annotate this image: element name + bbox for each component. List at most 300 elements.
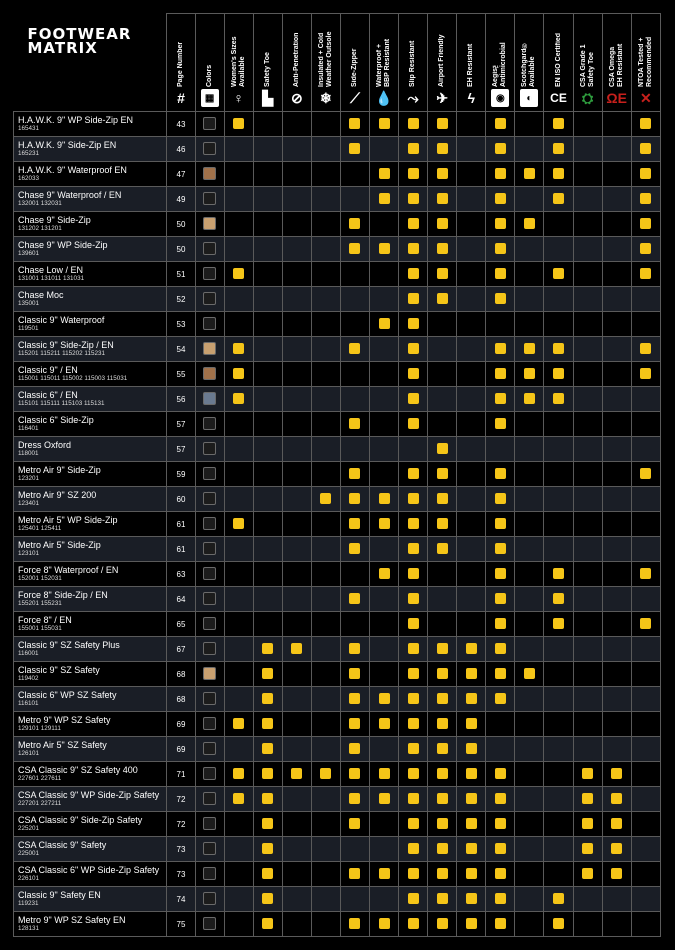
snowflake-icon: ❄: [320, 89, 332, 106]
color-swatch: [203, 217, 216, 230]
product-name: Chase Moc: [18, 290, 64, 300]
feature-cell: [515, 662, 544, 687]
color-swatch: [203, 117, 216, 130]
feature-cell: [486, 687, 515, 712]
product-cell: [14, 787, 167, 812]
feature-cell: [573, 862, 602, 887]
color-swatch: [203, 567, 216, 580]
feature-cell: [457, 187, 486, 212]
feature-cell: [602, 287, 631, 312]
product-codes: 225001: [18, 850, 40, 857]
product-name: Force 8" Side-Zip / EN: [18, 590, 108, 600]
color-swatch: [203, 767, 216, 780]
table-row: [14, 437, 661, 462]
feature-check-mark: [408, 818, 419, 829]
feature-cell: [399, 162, 428, 187]
product-cell: [14, 212, 167, 237]
feature-cell: [282, 312, 311, 337]
product-cell: [14, 512, 167, 537]
feature-cell: [602, 912, 631, 937]
product-codes: 135001: [18, 300, 40, 307]
feature-cell: [486, 362, 515, 387]
feature-cell: [544, 112, 573, 137]
feature-check-mark: [495, 418, 506, 429]
column-header-label: Airport Friendly: [438, 34, 446, 87]
column-header-content: [574, 14, 602, 111]
feature-check-mark: [262, 843, 273, 854]
color-swatch: [203, 517, 216, 530]
product-name: Metro Air 9" Side-Zip: [18, 465, 101, 475]
column-header-content: [632, 14, 660, 111]
feature-cell: [428, 787, 457, 812]
product-name: Metro Air 5" Side-Zip: [18, 540, 101, 550]
feature-check-mark: [437, 918, 448, 929]
feature-check-mark: [437, 443, 448, 454]
feature-cell: [370, 662, 399, 687]
feature-cell: [457, 912, 486, 937]
feature-cell: [544, 262, 573, 287]
table-row: [14, 462, 661, 487]
colors-cell: [195, 262, 224, 287]
product-codes: 155001 155031: [18, 625, 62, 632]
column-header-label: Anti-Penetration: [292, 32, 300, 87]
feature-cell: [224, 162, 253, 187]
product-name: Chase 9" Side-Zip: [18, 215, 91, 225]
feature-cell: [428, 462, 457, 487]
page-number: 67: [167, 637, 195, 662]
table-row: [14, 562, 661, 587]
feature-check-mark: [495, 493, 506, 504]
column-header-label: EN ISO Certified: [554, 32, 562, 87]
feature-check-mark: [495, 368, 506, 379]
feature-check-mark: [495, 218, 506, 229]
feature-cell: [253, 912, 282, 937]
feature-cell: [282, 662, 311, 687]
feature-check-mark: [379, 493, 390, 504]
feature-check-mark: [640, 268, 651, 279]
feature-check-mark: [495, 768, 506, 779]
feature-check-mark: [466, 843, 477, 854]
feature-cell: [282, 287, 311, 312]
table-row: [14, 762, 661, 787]
water-drop-icon: 💧: [375, 89, 393, 106]
feature-check-mark: [437, 743, 448, 754]
feature-check-mark: [466, 643, 477, 654]
feature-cell: [311, 387, 340, 412]
feature-cell: [311, 362, 340, 387]
feature-cell: [311, 137, 340, 162]
feature-cell: [631, 262, 660, 287]
feature-cell: [282, 212, 311, 237]
feature-cell: [340, 762, 369, 787]
feature-check-mark: [437, 143, 448, 154]
product-cell: [14, 537, 167, 562]
product-name: Metro 9" WP SZ Safety: [18, 715, 111, 725]
feature-cell: [370, 412, 399, 437]
feature-check-mark: [379, 693, 390, 704]
feature-check-mark: [640, 368, 651, 379]
feature-cell: [340, 137, 369, 162]
feature-check-mark: [349, 518, 360, 529]
feature-cell: [602, 587, 631, 612]
feature-cell: [515, 762, 544, 787]
feature-check-mark: [466, 743, 477, 754]
feature-cell: [399, 212, 428, 237]
feature-cell: [370, 312, 399, 337]
product-name: Force 8" Waterproof / EN: [18, 565, 119, 575]
feature-check-mark: [233, 393, 244, 404]
feature-cell: [457, 862, 486, 887]
feature-cell: [224, 562, 253, 587]
product-cell: [14, 762, 167, 787]
feature-cell: [544, 212, 573, 237]
color-swatch: [203, 692, 216, 705]
feature-cell: [631, 462, 660, 487]
product-codes: 132001 132031: [18, 200, 62, 207]
color-swatch: [203, 892, 216, 905]
page-number: 59: [167, 462, 195, 487]
table-row: [14, 512, 661, 537]
feature-check-mark: [553, 343, 564, 354]
slip-icon: ⤳: [407, 89, 419, 106]
feature-check-mark: [437, 243, 448, 254]
feature-check-mark: [408, 193, 419, 204]
feature-cell: [573, 712, 602, 737]
column-header-content: [312, 14, 340, 111]
feature-cell: [370, 437, 399, 462]
product-codes: 227201 227211: [18, 800, 62, 807]
feature-cell: [370, 762, 399, 787]
feature-cell: [602, 412, 631, 437]
feature-cell: [370, 362, 399, 387]
page-number: 49: [167, 187, 195, 212]
feature-cell: [544, 162, 573, 187]
feature-cell: [282, 412, 311, 437]
feature-cell: [428, 912, 457, 937]
feature-cell: [282, 337, 311, 362]
feature-cell: [399, 737, 428, 762]
feature-cell: [399, 637, 428, 662]
feature-cell: [311, 862, 340, 887]
product-cell: [14, 362, 167, 387]
product-cell: [14, 387, 167, 412]
feature-cell: [428, 237, 457, 262]
color-swatch: [203, 817, 216, 830]
feature-check-mark: [379, 318, 390, 329]
table-row: [14, 112, 661, 137]
feature-cell: [340, 662, 369, 687]
feature-cell: [340, 362, 369, 387]
feature-cell: [370, 562, 399, 587]
feature-cell: [253, 412, 282, 437]
feature-cell: [631, 712, 660, 737]
feature-cell: [399, 762, 428, 787]
feature-cell: [399, 812, 428, 837]
page-number: 69: [167, 737, 195, 762]
product-codes: 119231: [18, 900, 39, 907]
feature-cell: [311, 312, 340, 337]
feature-check-mark: [495, 643, 506, 654]
feature-cell: [486, 387, 515, 412]
feature-check-mark: [466, 693, 477, 704]
feature-cell: [457, 737, 486, 762]
colors-cell: [195, 562, 224, 587]
product-cell: [14, 437, 167, 462]
feature-cell: [573, 212, 602, 237]
feature-cell: [224, 787, 253, 812]
feature-cell: [282, 837, 311, 862]
feature-cell: [253, 237, 282, 262]
column-header-content: [428, 14, 456, 111]
feature-cell: [311, 337, 340, 362]
feature-cell: [311, 587, 340, 612]
feature-check-mark: [495, 518, 506, 529]
feature-cell: [544, 537, 573, 562]
color-swatch: [203, 417, 216, 430]
column-header-content: [457, 14, 485, 111]
feature-cell: [224, 912, 253, 937]
feature-cell: [631, 387, 660, 412]
column-header-label: Aegis™ Antimicrobial: [492, 42, 508, 87]
feature-cell: [515, 712, 544, 737]
feature-check-mark: [408, 318, 419, 329]
feature-cell: [544, 637, 573, 662]
table-row: [14, 487, 661, 512]
feature-cell: [428, 112, 457, 137]
color-swatch-icon-glyph: ▦: [201, 89, 219, 107]
feature-cell: [428, 287, 457, 312]
feature-cell: [311, 162, 340, 187]
feature-cell: [573, 162, 602, 187]
feature-cell: [282, 862, 311, 887]
feature-check-mark: [495, 143, 506, 154]
feature-cell: [457, 812, 486, 837]
feature-check-mark: [611, 843, 622, 854]
column-header-label: Waterproof + BBP Resistant: [376, 38, 392, 87]
feature-cell: [282, 562, 311, 587]
feature-cell: [370, 862, 399, 887]
table-row: [14, 337, 661, 362]
column-header: [631, 14, 660, 112]
feature-cell: [370, 837, 399, 862]
feature-check-mark: [379, 168, 390, 179]
page-number: 50: [167, 237, 195, 262]
feature-cell: [370, 337, 399, 362]
product-codes: 115101 115111 115103 115131: [18, 400, 105, 407]
feature-check-mark: [495, 818, 506, 829]
feature-cell: [573, 762, 602, 787]
feature-check-mark: [408, 343, 419, 354]
feature-cell: [573, 187, 602, 212]
feature-check-mark: [262, 893, 273, 904]
column-header-label: Women's Sizes Available: [230, 36, 246, 87]
product-codes: 119501: [18, 325, 39, 332]
colors-cell: [195, 612, 224, 637]
table-row: [14, 262, 661, 287]
feature-check-mark: [262, 743, 273, 754]
page-number: 64: [167, 587, 195, 612]
feature-check-mark: [379, 918, 390, 929]
feature-cell: [253, 487, 282, 512]
feature-check-mark: [349, 868, 360, 879]
product-codes: 131202 131201: [18, 225, 62, 232]
product-name: Chase 9" WP Side-Zip: [18, 240, 108, 250]
column-header-label: Slip Resistant: [409, 40, 417, 87]
feature-check-mark: [379, 768, 390, 779]
feature-check-mark: [495, 468, 506, 479]
page-number: 54: [167, 337, 195, 362]
feature-cell: [311, 512, 340, 537]
feature-cell: [399, 262, 428, 287]
product-cell: [14, 587, 167, 612]
feature-cell: [602, 387, 631, 412]
feature-check-mark: [495, 568, 506, 579]
feature-cell: [224, 362, 253, 387]
feature-cell: [428, 437, 457, 462]
feature-cell: [631, 487, 660, 512]
feature-check-mark: [495, 693, 506, 704]
product-codes: 116101: [18, 700, 39, 707]
feature-check-mark: [582, 768, 593, 779]
feature-check-mark: [408, 143, 419, 154]
feature-cell: [457, 412, 486, 437]
table-row: [14, 387, 661, 412]
feature-cell: [428, 512, 457, 537]
feature-cell: [602, 112, 631, 137]
product-cell: [14, 487, 167, 512]
feature-cell: [486, 637, 515, 662]
feature-cell: [602, 762, 631, 787]
feature-cell: [428, 762, 457, 787]
column-header: [428, 14, 457, 112]
feature-cell: [253, 437, 282, 462]
feature-cell: [282, 437, 311, 462]
feature-cell: [631, 587, 660, 612]
page-number: 53: [167, 312, 195, 337]
feature-cell: [544, 787, 573, 812]
feature-cell: [370, 387, 399, 412]
feature-cell: [544, 512, 573, 537]
feature-check-mark: [437, 268, 448, 279]
column-header-content: [486, 14, 514, 111]
feature-cell: [253, 187, 282, 212]
feature-cell: [428, 387, 457, 412]
feature-cell: [457, 712, 486, 737]
colors-cell: [195, 112, 224, 137]
feature-cell: [515, 237, 544, 262]
product-cell: [14, 137, 167, 162]
feature-check-mark: [640, 168, 651, 179]
feature-cell: [428, 312, 457, 337]
feature-cell: [253, 712, 282, 737]
feature-check-mark: [349, 468, 360, 479]
feature-cell: [399, 662, 428, 687]
feature-check-mark: [582, 793, 593, 804]
feature-cell: [602, 487, 631, 512]
column-header-content: [544, 14, 572, 111]
feature-check-mark: [553, 168, 564, 179]
colors-cell: [195, 162, 224, 187]
feature-cell: [486, 262, 515, 287]
feature-cell: [311, 887, 340, 912]
colors-cell: [195, 912, 224, 937]
scotchgard-icon-glyph: ◐: [520, 89, 538, 107]
feature-cell: [370, 512, 399, 537]
feature-cell: [631, 762, 660, 787]
feature-cell: [602, 462, 631, 487]
feature-cell: [515, 562, 544, 587]
feature-cell: [457, 137, 486, 162]
feature-cell: [311, 262, 340, 287]
product-name: CSA Classic 9" SZ Safety 400: [18, 765, 138, 775]
feature-cell: [340, 112, 369, 137]
feature-cell: [282, 237, 311, 262]
feature-check-mark: [466, 918, 477, 929]
feature-check-mark: [349, 818, 360, 829]
feature-cell: [340, 887, 369, 912]
feature-cell: [602, 862, 631, 887]
feature-cell: [399, 787, 428, 812]
feature-cell: [370, 137, 399, 162]
product-codes: 129101 129111: [18, 725, 61, 732]
color-swatch: [203, 342, 216, 355]
product-codes: 116001: [18, 650, 39, 657]
feature-cell: [224, 187, 253, 212]
feature-cell: [631, 187, 660, 212]
feature-check-mark: [408, 843, 419, 854]
feature-cell: [515, 812, 544, 837]
feature-cell: [340, 212, 369, 237]
product-codes: 162033: [18, 175, 40, 182]
footwear-matrix-table: [13, 13, 661, 937]
feature-cell: [340, 912, 369, 937]
feature-check-mark: [611, 868, 622, 879]
feature-check-mark: [349, 493, 360, 504]
product-name: H.A.W.K. 9" WP Side-Zip EN: [18, 115, 134, 125]
colors-cell: [195, 737, 224, 762]
product-name: Classic 9" / EN: [18, 365, 78, 375]
feature-cell: [515, 437, 544, 462]
feature-cell: [544, 562, 573, 587]
feature-cell: [486, 462, 515, 487]
page-number: 74: [167, 887, 195, 912]
page-number: 61: [167, 537, 195, 562]
feature-cell: [602, 887, 631, 912]
product-codes: 165431: [18, 125, 40, 132]
feature-cell: [399, 312, 428, 337]
product-cell: [14, 112, 167, 137]
feature-cell: [370, 187, 399, 212]
feature-cell: [340, 437, 369, 462]
page-number: 71: [167, 762, 195, 787]
colors-cell: [195, 487, 224, 512]
product-name: Classic 9" SZ Safety Plus: [18, 640, 120, 650]
feature-cell: [311, 437, 340, 462]
feature-check-mark: [611, 793, 622, 804]
scotchgard-icon: [517, 87, 541, 109]
feature-cell: [340, 587, 369, 612]
page-number: 65: [167, 612, 195, 637]
feature-cell: [631, 162, 660, 187]
feature-check-mark: [495, 168, 506, 179]
feature-cell: [631, 637, 660, 662]
column-header-content: [399, 14, 427, 111]
feature-cell: [602, 687, 631, 712]
feature-cell: [428, 837, 457, 862]
feature-cell: [399, 337, 428, 362]
feature-cell: [428, 137, 457, 162]
feature-check-mark: [349, 768, 360, 779]
